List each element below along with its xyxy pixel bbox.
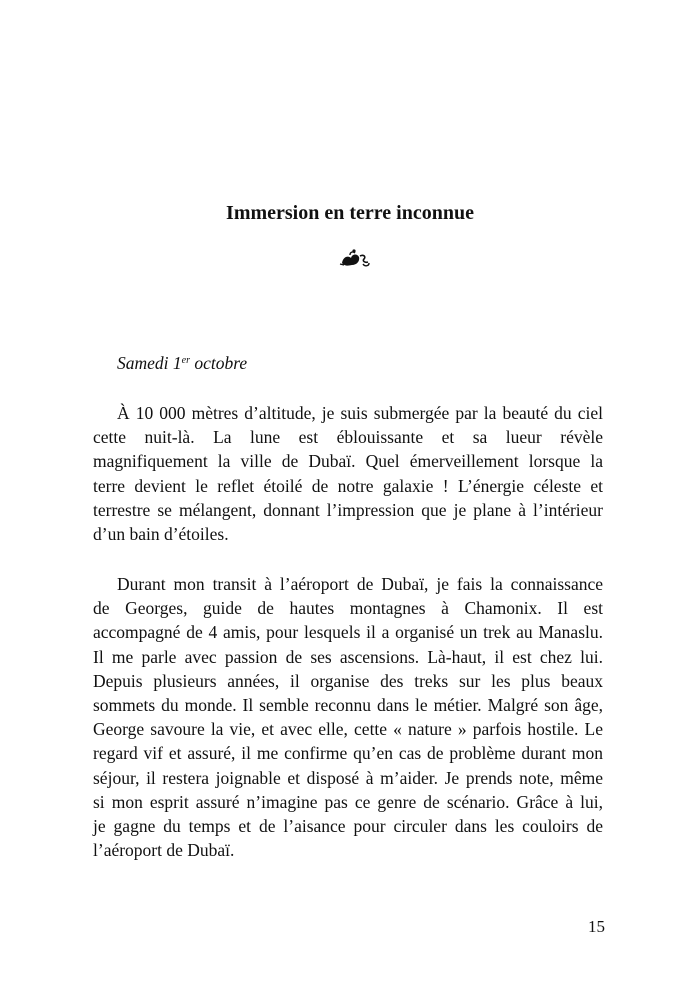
- fleuron-ornament-icon: [338, 246, 374, 270]
- paragraph-line: Depuis plusieurs années, il organise des treks sur les plus beaux: [93, 670, 603, 691]
- entry-date-superscript: er: [181, 355, 190, 366]
- paragraph-line: cette nuit-là. La lune est éblouissante et sa lueur révèle: [93, 427, 603, 448]
- paragraph-line: terrestre se mélangent, donnant l’impression que je plane à l’intérieur: [93, 499, 603, 520]
- chapter-title: Immersion en terre inconnue: [226, 202, 474, 224]
- paragraph-line: terre devient le reflet étoilé de notre galaxie ! L’énergie céleste et: [93, 475, 603, 496]
- paragraph-line: magnifiquement la ville de Dubaï. Quel émerveillement lorsque la: [93, 451, 603, 472]
- paragraph-line: si mon esprit assuré n’imagine pas ce genre de scénario. Grâce à lui,: [93, 791, 603, 812]
- paragraph-1: [93, 401, 603, 546]
- paragraph-line: de Georges, guide de hautes montagnes à Chamonix. Il est: [93, 598, 603, 619]
- paragraph-line: sommets du monde. Il semble reconnu dans le métier. Malgré son âge,: [93, 695, 603, 716]
- paragraph-line: Durant mon transit à l’aéroport de Dubaï, je fais la connaissance: [117, 574, 603, 594]
- paragraph-2: [93, 572, 603, 862]
- paragraph-line: regard vif et assuré, il me confirme qu’en cas de problème durant mon: [93, 743, 603, 764]
- paragraph-line: À 10 000 mètres d’altitude, je suis submergée par la beauté du ciel: [117, 403, 603, 423]
- paragraph-line: Il me parle avec passion de ses ascensions. Là-haut, il est chez lui.: [93, 646, 603, 667]
- paragraph-line: accompagné de 4 amis, pour lesquels il a organisé un trek au Manaslu.: [93, 622, 603, 643]
- entry-date-prefix: Samedi 1: [117, 353, 182, 373]
- page-number: 15: [588, 917, 605, 936]
- paragraph-line: George savoure la vie, et avec elle, cette « nature » parfois hostile. Le: [93, 719, 603, 740]
- entry-date-suffix: octobre: [190, 353, 248, 373]
- paragraph-line: séjour, il restera joignable et disposé à m’aider. Je prends note, même: [93, 767, 603, 788]
- paragraph-line: l’aéroport de Dubaï.: [93, 840, 235, 861]
- paragraph-line: d’un bain d’étoiles.: [93, 524, 229, 545]
- entry-date: [117, 351, 247, 375]
- paragraph-line: je gagne du temps et de l’aisance pour circuler dans les couloirs de: [93, 816, 603, 837]
